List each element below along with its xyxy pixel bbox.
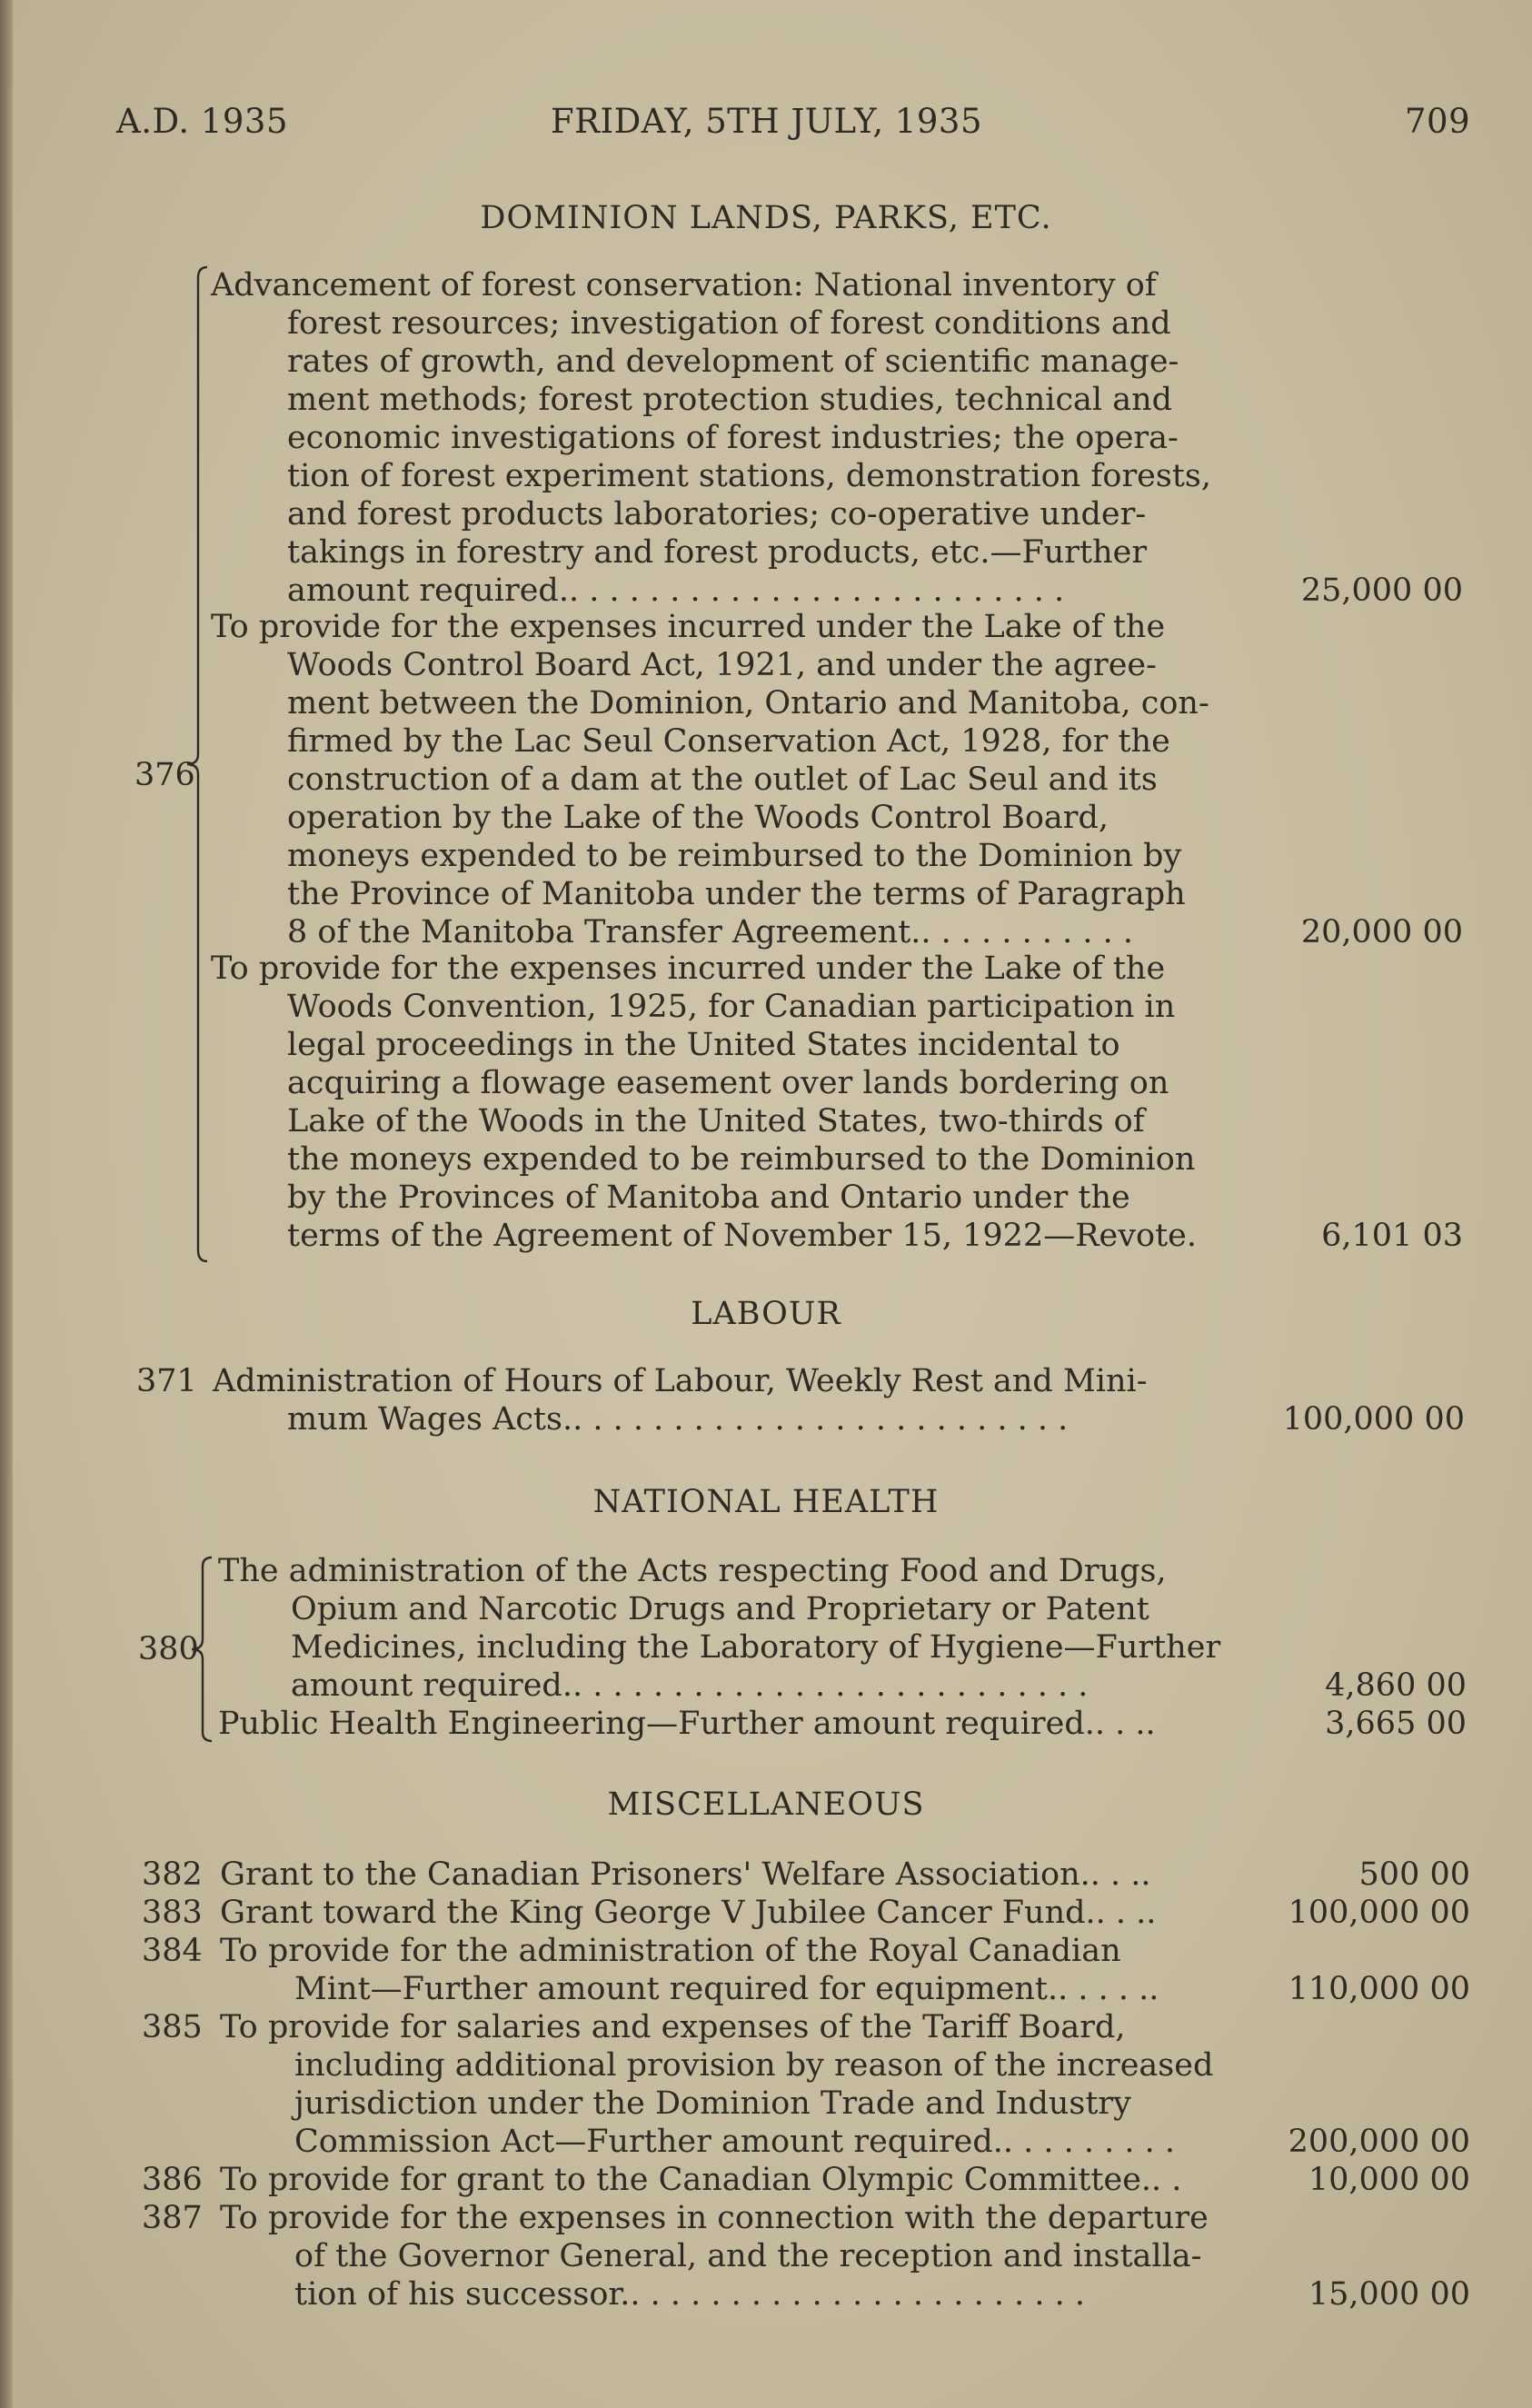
amount: 6,101 03: [1321, 1218, 1463, 1254]
entry-line: economic investigations of forest industries; the opera-: [287, 420, 1179, 456]
entry-line: firmed by the Lac Seul Conservation Act, 1928, for the: [287, 723, 1170, 760]
vote-number: 384: [142, 1933, 203, 1969]
entry-line: including additional provision by reason of the increased: [294, 2047, 1214, 2084]
amount: 10,000 00: [1308, 2162, 1470, 2198]
entry-line: Mint—Further amount required for equipment.. . . . ..: [294, 1971, 1159, 2007]
entry-line: terms of the Agreement of November 15, 1922—Revote.: [287, 1218, 1198, 1254]
entry-line: and forest products laboratories; co-operative under-: [287, 496, 1147, 532]
amount: 15,000 00: [1308, 2276, 1470, 2313]
entry-line: legal proceedings in the United States incidental to: [287, 1027, 1120, 1063]
entry-line: Administration of Hours of Labour, Weekly Rest and Mini-: [213, 1363, 1148, 1399]
entry-line: Woods Convention, 1925, for Canadian participation in: [287, 989, 1176, 1025]
entry-line: amount required.. . . . . . . . . . . . . . . . . . . . . . . . .: [287, 572, 1065, 609]
entry-line: tion of his successor.. . . . . . . . . . . . . . . . . . . . . . .: [294, 2276, 1086, 2313]
entry-line: Lake of the Woods in the United States, two-thirds of: [287, 1103, 1145, 1139]
vote-number: 383: [142, 1895, 203, 1931]
entry-line: 8 of the Manitoba Transfer Agreement.. . . . . . . . . . .: [287, 914, 1134, 950]
entry-line: tion of forest experiment stations, demonstration forests,: [287, 458, 1211, 494]
vote-number: 387: [142, 2200, 203, 2236]
section-title-miscellaneous: MISCELLANEOUS: [607, 1786, 925, 1823]
entry-line: Advancement of forest conservation: National inventory of: [211, 267, 1157, 303]
amount: 4,860 00: [1325, 1667, 1467, 1704]
entry-line: mum Wages Acts.. . . . . . . . . . . . . . . . . . . . . . . . .: [287, 1401, 1069, 1438]
amount: 20,000 00: [1300, 914, 1463, 950]
entry-line: operation by the Lake of the Woods Control Board,: [287, 800, 1109, 836]
vote-number-371: 371: [136, 1363, 197, 1399]
entry-line: Public Health Engineering—Further amount required.. . ..: [218, 1706, 1156, 1742]
entry-line: To provide for the administration of the Royal Canadian: [220, 1933, 1121, 1969]
amount: 25,000 00: [1300, 572, 1463, 609]
entry-line: Commission Act—Further amount required.. . . . . . . . .: [294, 2124, 1176, 2160]
section-title-labour: LABOUR: [691, 1296, 841, 1332]
entry-line: forest resources; investigation of forest conditions and: [287, 305, 1171, 342]
amount: 200,000 00: [1288, 2124, 1470, 2160]
entry-line: Grant to the Canadian Prisoners' Welfare Association.. . ..: [220, 1856, 1151, 1893]
page-edge-shadow: [0, 0, 13, 2408]
vote-number-380: 380: [138, 1631, 199, 1667]
amount: 110,000 00: [1288, 1971, 1470, 2007]
entry-line: The administration of the Acts respecting Food and Drugs,: [218, 1553, 1167, 1589]
entry-line: Medicines, including the Laboratory of Hygiene—Further: [291, 1629, 1221, 1666]
vote-number: 382: [142, 1856, 203, 1893]
vote-number: 386: [142, 2162, 203, 2198]
vote-number: 385: [142, 2009, 203, 2045]
entry-line: To provide for salaries and expenses of the Tariff Board,: [220, 2009, 1126, 2045]
entry-line: Woods Control Board Act, 1921, and under the agree-: [287, 647, 1157, 683]
entry-line: of the Governor General, and the reception and installa-: [294, 2238, 1202, 2274]
entry-line: the Province of Manitoba under the terms of Paragraph: [287, 876, 1186, 912]
entry-line: jurisdiction under the Dominion Trade and Industry: [294, 2085, 1131, 2122]
page-number: 709: [1405, 102, 1471, 141]
entry-line: acquiring a flowage easement over lands bordering on: [287, 1065, 1169, 1101]
entry-line: ment between the Dominion, Ontario and Manitoba, con-: [287, 685, 1209, 721]
entry-line: To provide for grant to the Canadian Olympic Committee.. .: [220, 2162, 1182, 2198]
entry-line: To provide for the expenses incurred under the Lake of the: [211, 950, 1166, 987]
vote-number-376: 376: [134, 757, 195, 793]
entry-line: Grant toward the King George V Jubilee Cancer Fund.. . ..: [220, 1895, 1157, 1931]
section-title-national-health: NATIONAL HEALTH: [592, 1484, 940, 1520]
entry-line: takings in forestry and forest products, etc.—Further: [287, 534, 1148, 571]
amount: 500 00: [1358, 1856, 1470, 1893]
entry-line: ment methods; forest protection studies, technical and: [287, 382, 1173, 418]
entry-line: moneys expended to be reimbursed to the Dominion by: [287, 838, 1182, 874]
entry-line: construction of a dam at the outlet of Lac Seul and its: [287, 761, 1158, 798]
header-center: FRIDAY, 5TH JULY, 1935: [551, 102, 983, 141]
amount: 100,000 00: [1288, 1895, 1470, 1931]
entry-line: by the Provinces of Manitoba and Ontario under the: [287, 1179, 1130, 1216]
header-left: A.D. 1935: [116, 102, 289, 141]
section-title-dominion: DOMINION LANDS, PARKS, ETC.: [480, 200, 1052, 236]
entry-line: To provide for the expenses in connection with the departure: [220, 2200, 1209, 2236]
entry-line: Opium and Narcotic Drugs and Proprietary or Patent: [291, 1591, 1149, 1627]
entry-line: rates of growth, and development of scientific manage-: [287, 343, 1179, 380]
entry-line: To provide for the expenses incurred under the Lake of the: [211, 609, 1166, 645]
entry-line: amount required.. . . . . . . . . . . . . . . . . . . . . . . . . .: [291, 1667, 1089, 1704]
entry-line: the moneys expended to be reimbursed to the Dominion: [287, 1141, 1196, 1178]
amount: 100,000 00: [1282, 1401, 1465, 1438]
amount: 3,665 00: [1325, 1706, 1467, 1742]
